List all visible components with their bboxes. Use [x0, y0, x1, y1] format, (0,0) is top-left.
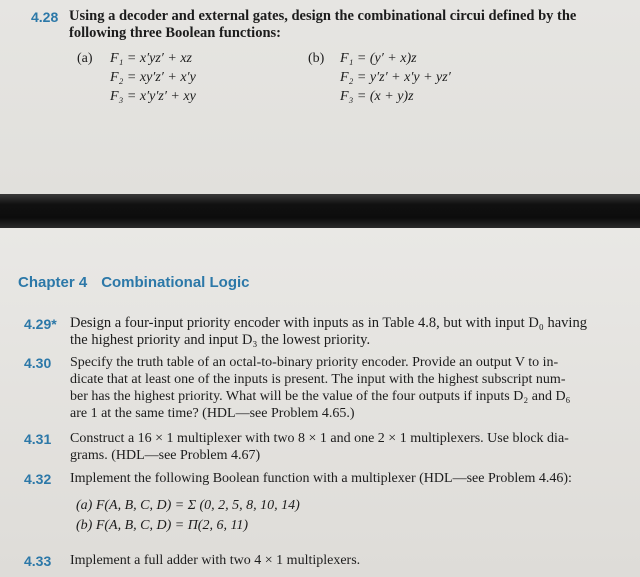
- problem-4-32-line-1: Implement the following Boolean function with a multiplexer (HDL—see Problem 4.46):: [70, 471, 572, 486]
- page-gap-shadow: [0, 194, 640, 228]
- equation-a-f2: F₂ = xy′z′ + x′y: [110, 70, 196, 85]
- problem-number-4-31: 4.31: [24, 431, 52, 447]
- problem-4-31-line-2: grams. (HDL—see Problem 4.67): [70, 448, 261, 463]
- problem-number-4-30: 4.30: [24, 355, 52, 371]
- problem-4-28-line-2: following three Boolean functions:: [69, 25, 281, 41]
- part-a-label: (a): [77, 51, 93, 66]
- problem-4-33-line-1: Implement a full adder with two 4 × 1 multiplexers.: [70, 553, 361, 568]
- problem-4-31-line-1: Construct a 16 × 1 multiplexer with two 8 × 1 and one 2 × 1 multiplexers. Use block dia-: [70, 431, 569, 446]
- problem-number-4-33: 4.33: [24, 553, 52, 569]
- problem-4-30-line-4: are 1 at the same time? (HDL—see Problem 4.65.): [70, 406, 355, 421]
- star-marker: *: [51, 316, 57, 332]
- chapter-header: [18, 274, 250, 291]
- problem-4-30-line-3: ber has the highest priority. What will be the value of the four outputs if inputs D₂ and D₆: [70, 389, 571, 404]
- problem-4-29-line-1: Design a four-input priority encoder with inputs as in Table 4.8, but with input D₀ having: [70, 315, 587, 331]
- problem-number-4-32: 4.32: [24, 471, 52, 487]
- equation-a-f1: F₁ = x′yz′ + xz: [110, 51, 192, 66]
- problem-number-4-29: 4.29*: [24, 316, 57, 332]
- problem-number-4-28: 4.28: [31, 9, 59, 25]
- part-b-label: (b): [308, 51, 325, 66]
- equation-b-f2: F₂ = y′z′ + x′y + yz′: [340, 70, 451, 85]
- problem-4-30-line-1: Specify the truth table of an octal-to-binary priority encoder. Provide an output V to in-: [70, 355, 559, 370]
- problem-4-29-line-2: the highest priority and input D₃ the lowest priority.: [70, 332, 371, 348]
- equation-a-f3: F₃ = x′y′z′ + xy: [110, 89, 196, 104]
- problem-4-28-line-1: Using a decoder and external gates, design the combinational circui defined by the: [69, 8, 577, 24]
- chapter-label: Chapter 4: [18, 274, 88, 291]
- problem-4-32-part-a: (a) F(A, B, C, D) = Σ (0, 2, 5, 8, 10, 14): [76, 498, 300, 513]
- problem-4-32-part-b: (b) F(A, B, C, D) = Π(2, 6, 11): [76, 518, 249, 533]
- equation-b-f3: F₃ = (x + y)z: [340, 89, 414, 104]
- chapter-title: Combinational Logic: [101, 274, 250, 291]
- problem-4-30-line-2: dicate that at least one of the inputs is present. The input with the highest subscript num-: [70, 372, 566, 387]
- equation-b-f1: F₁ = (y′ + x)z: [340, 51, 417, 66]
